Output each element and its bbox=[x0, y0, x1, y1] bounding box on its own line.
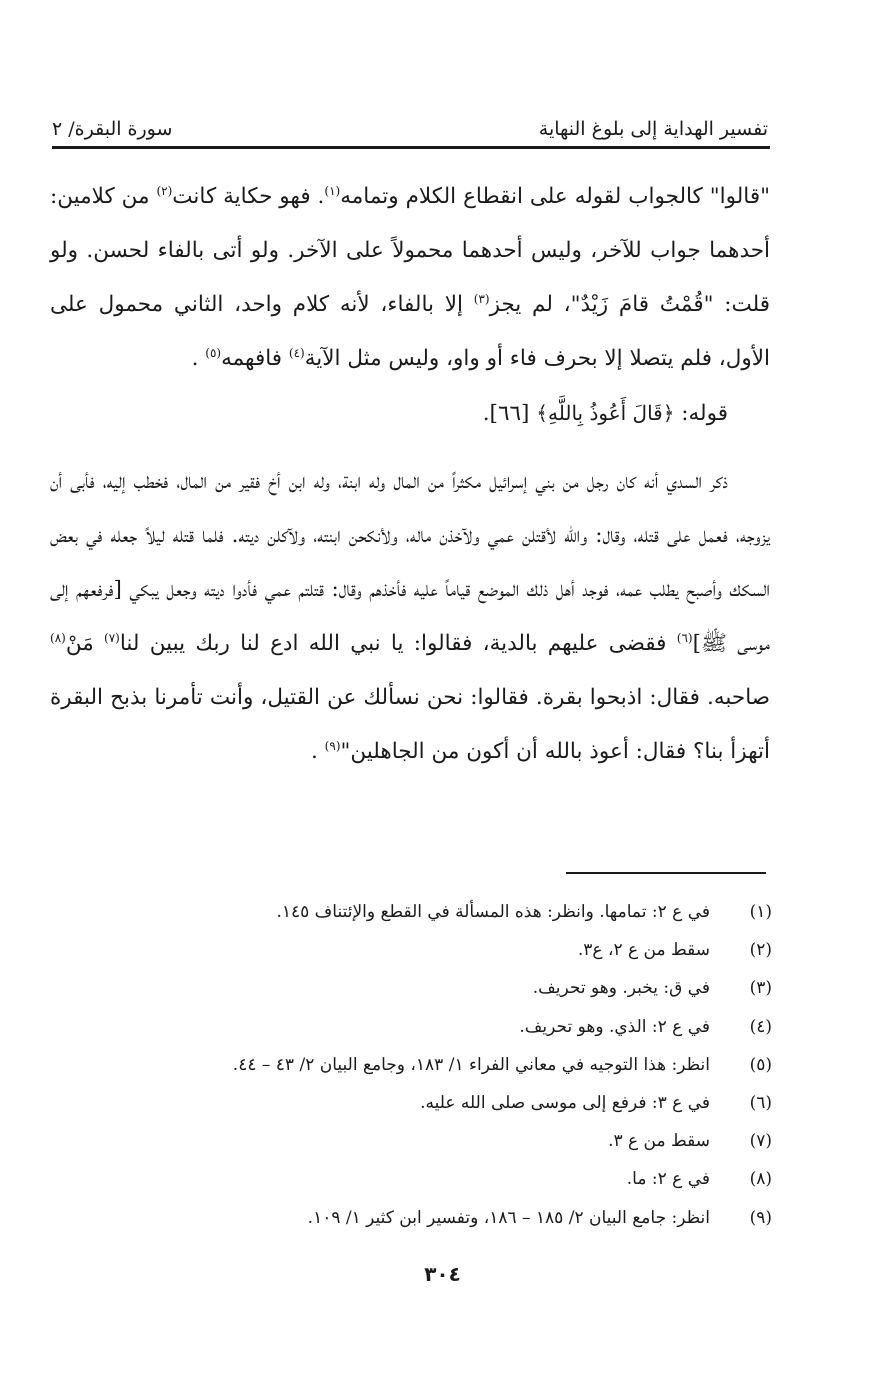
text-segment: . bbox=[311, 739, 325, 764]
footnote-ref-7[interactable]: (٧) bbox=[104, 630, 120, 645]
footnote-ref-3[interactable]: (٣) bbox=[473, 291, 490, 306]
footnote-number: (٨) bbox=[749, 1169, 772, 1190]
footnote-number: (٤) bbox=[749, 1016, 772, 1037]
footnote-item bbox=[60, 1199, 772, 1237]
text-segment: . فهو حكاية كانت bbox=[172, 184, 325, 209]
footnote-ref-5[interactable]: (٥) bbox=[205, 345, 222, 360]
footnote-ref-4[interactable]: (٤) bbox=[288, 345, 305, 360]
footnote-number: (٧) bbox=[749, 1131, 772, 1152]
footnote-text: سقط من ع ٣. bbox=[608, 1131, 710, 1152]
footnote-text: في ع ٢: الذي. وهو تحريف. bbox=[519, 1016, 710, 1037]
footnote-text: سقط من ع ٢، ع٣. bbox=[577, 940, 710, 961]
footnote-text: في ق: يخبر. وهو تحريف. bbox=[532, 978, 710, 999]
footnote-text: انظر: جامع البيان ٢/ ١٨٥ – ١٨٦، وتفسير ابن كثير ١/ ١٠٩. bbox=[307, 1207, 710, 1228]
footnote-item bbox=[60, 1008, 772, 1046]
footnotes-list bbox=[60, 893, 772, 1237]
running-header bbox=[52, 112, 768, 148]
footnote-number: (٣) bbox=[749, 978, 772, 999]
footnote-item bbox=[60, 893, 772, 931]
page-number: ٣٠٤ bbox=[424, 1262, 461, 1286]
text-segment: "قالوا" كالجواب لقوله على انقطاع الكلام وتمامه bbox=[340, 184, 770, 209]
footnote-ref-2[interactable]: (٢) bbox=[156, 183, 173, 198]
footnote-ref-6[interactable]: (٦) bbox=[676, 630, 693, 645]
footnote-number: (٥) bbox=[749, 1054, 772, 1075]
text-segment: ذكر السدي أنه كان رجل من بني إسرائيل مكثراً من المال وله ابنة، وله ابن أخ فقير من المال، فخطب إليه، فأبى أن يزوجه، فعمل على قتله، وقال: والله لأقتلن عمي ولآخذن ماله، ولأنكحن ابنته، ولآكلن ديته. فلما قتله ليلاً جعله في بعض السكك وأصبح يطلب عمه، فوجد أهل ذلك الموضع قياماً عليه فأخذهم وقال: قتلتم عمي فأدوا ديته وجعل يبكي [فرفعهم إلى موسى ﷺ] bbox=[50, 469, 771, 656]
footnote-item bbox=[60, 969, 772, 1007]
footnote-item bbox=[60, 1084, 772, 1122]
book-title: تفسير الهداية إلى بلوغ النهاية bbox=[538, 118, 768, 140]
footnote-ref-1[interactable]: (١) bbox=[324, 183, 341, 198]
verse-number: [٦٦]. bbox=[482, 401, 537, 426]
section-title: سورة البقرة/ ٢ bbox=[52, 118, 173, 140]
footnote-item bbox=[60, 1122, 772, 1160]
quran-verse: ﴿قَالَ أَعُوذُ بِاللَّهِ﴾ bbox=[536, 401, 675, 425]
footnote-number: (٢) bbox=[749, 940, 772, 961]
text-segment: فقضى عليهم بالدية، فقالوا: يا نبي الله ادع لنا ربك يبين لنا bbox=[119, 631, 677, 656]
footnote-ref-9[interactable]: (٩) bbox=[324, 738, 341, 753]
footnote-text: في ع ٢: ما. bbox=[626, 1169, 710, 1190]
text-segment: فافهمه bbox=[221, 346, 289, 371]
text-segment: . bbox=[191, 346, 206, 371]
footnote-text: انظر: هذا التوجيه في معاني الفراء ١/ ١٨٣، وجامع البيان ٢/ ٤٣ – ٤٤. bbox=[232, 1054, 710, 1075]
text-segment: إلا بالفاء، لأنه كلام واحد، الثاني محمول على الأول، فلم يتصلا إلا بحرف فاء أو واو، وليس مثل الآية bbox=[50, 292, 770, 371]
footnote-number: (١) bbox=[749, 902, 772, 922]
main-text bbox=[50, 170, 770, 779]
paragraph-1 bbox=[50, 170, 770, 386]
footnote-number: (٦) bbox=[749, 1092, 772, 1113]
text-segment: من كلامين: أحدهما جواب للآخر، وليس أحدهما محمولاً على الآخر. ولو أتى بالفاء لحسن. ولو قلت: "قُمْتُ قامَ زَيْدٌ"، لم يجز bbox=[50, 184, 770, 317]
footnote-number: (٩) bbox=[749, 1207, 772, 1228]
footnote-ref-8[interactable]: (٨) bbox=[50, 630, 66, 645]
footnote-item bbox=[60, 1160, 772, 1198]
footnote-item bbox=[60, 931, 772, 969]
header-rule bbox=[52, 146, 770, 149]
quran-quote bbox=[50, 386, 770, 441]
footnote-item bbox=[60, 1046, 772, 1084]
quote-prefix: قوله: bbox=[674, 401, 728, 426]
footnote-text: في ع ٣: فرفع إلى موسى صلى الله عليه. bbox=[420, 1092, 710, 1113]
footnote-separator bbox=[566, 872, 766, 874]
text-segment: صاحبه. فقال: اذبحوا بقرة. فقالوا: نحن نسألك عن القتيل، وأنت تأمرنا بذبح البقرة أتهزأ بنا؟ فقال: أعوذ بالله أن أكون من الجاهلين" bbox=[50, 685, 770, 764]
paragraph-2 bbox=[50, 455, 770, 779]
text-segment: مَنْ bbox=[65, 631, 105, 656]
footnote-text: في ع ٢: تمامها. وانظر: هذه المسألة في القطع والإئتناف ١٤٥. bbox=[276, 902, 710, 922]
